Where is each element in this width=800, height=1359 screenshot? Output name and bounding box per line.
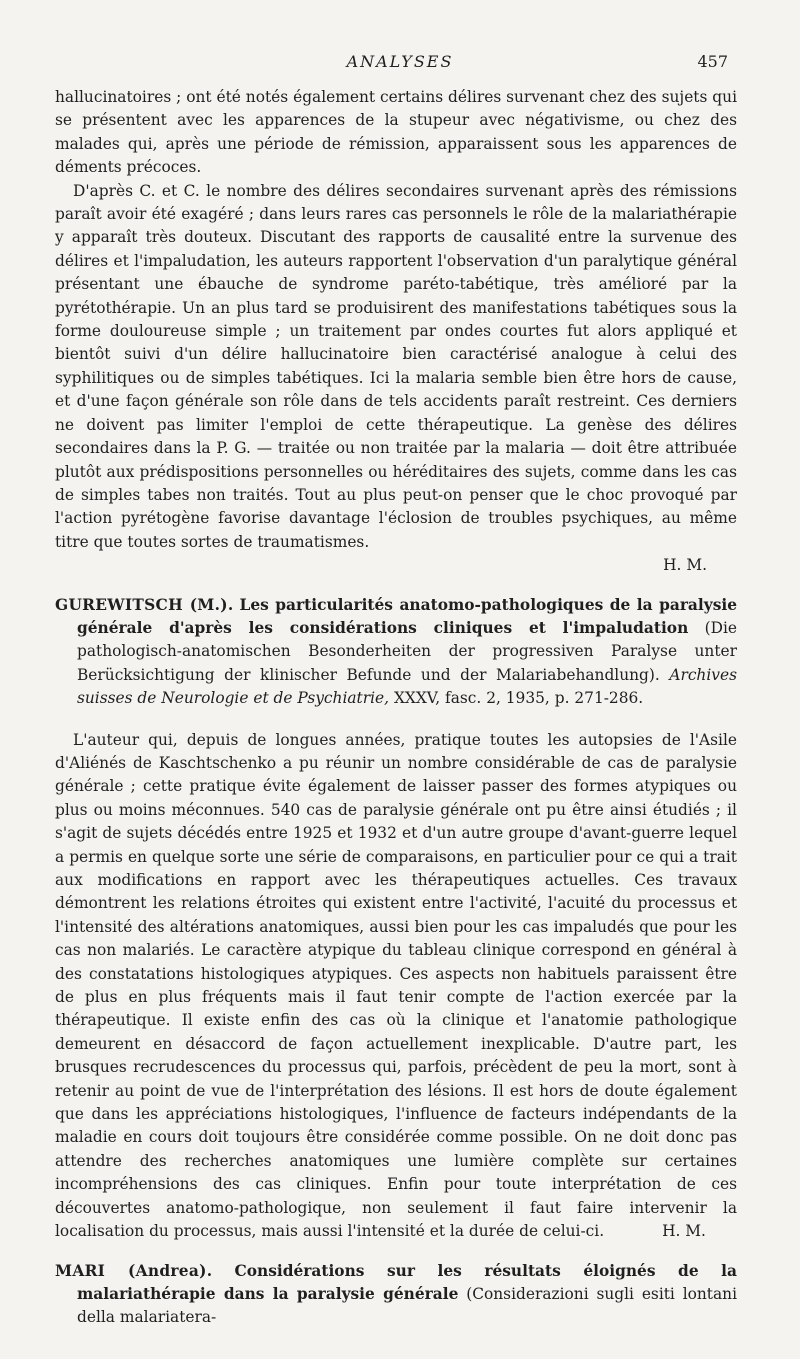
page-body (55, 86, 737, 1330)
running-title: ANALYSES (346, 52, 454, 71)
bibliographic-entry-gurewitsch (55, 594, 737, 711)
review-text: L'auteur qui, depuis de longues années, pratique toutes les autopsies de l'Asile d'Aliénés de Kaschtschenko a pu réunir un nombre considérable de cas de paralysie générale ; cette pratique évite également de laisser passer des formes atypiques ou plus ou moins méconnues. 540 cas de paralysie générale ont pu être ainsi étudiés ; il s'agit de sujets décédés entre 1925 et 1932 et d'un autre groupe d'avant-guerre lequel a permis en quelque sorte une série de comparaisons, en particulier pour ce qui a trait aux modifications en rapport avec les thérapeutiques actuelles. Ces travaux démontrent les relations étroites qui existent entre l'activité, l'acuité du processus et l'intensité des altérations anatomiques, aussi bien pour les cas impaludés que pour les cas non malariés. Le caractère atypique du tableau clinique correspond en général à des constatations histologiques atypiques. Ces aspects non habituels paraissent être de plus en plus fréquents mais il faut tenir compte de l'action exercée par la thérapeutique. Il existe enfin des cas où la clinique et l'anatomie pathologique demeurent en désaccord de façon actuellement inexplicable. D'autre part, les brusques recrudescences du processus qui, parfois, précèdent de peu la mort, sont à retenir au point de vue de l'interprétation des lésions. Il est hors de doute également que dans les appréciations histologiques, l'influence de facteurs indépendants de la maladie en cours doit toujours être considérée comme possible. On ne doit donc pas attendre des recherches anatomiques une lumière complète sur certaines incompréhensions des cas cliniques. Enfin pour toute interprétation de ces découvertes anatomo-pathologique, non seulement il faut faire intervenir la localisation du processus, mais aussi l'intensité et la durée de celui-ci. (55, 730, 737, 1241)
bibliographic-entry-mari (55, 1260, 737, 1330)
reviewer-initials-inline: H. M. (662, 1222, 706, 1241)
reviewer-initials: H. M. (663, 556, 707, 575)
page-number: 457 (697, 52, 728, 71)
paragraph-delires: D'après C. et C. le nombre des délires secondaires survenant après des rémissions paraît avoir été exagéré ; dans leurs rares cas personnels le rôle de la malariathérapie y apparaît très douteux. Discutant des rapports de causalité entre la survenue des délires et l'impaludation, les auteurs rapportent l'observation d'un paralytique général présentant une ébauche de syndrome paréto-tabétique, très amélioré par la pyrétothérapie. Un an plus tard se produisirent des manifestations tabétiques sous la forme douloureuse simple ; un traitement par ondes courtes fut alors appliqué et bientôt suivi d'un délire hallucinatoire bien caractérisé analogue à celui des syphilitiques ou de simples tabétiques. Ici la malaria semble bien être hors de cause, et d'une façon générale son rôle dans de tels accidents paraît restreint. Ces derniers ne doivent pas limiter l'emploi de cette thérapeutique. La genèse des délires secondaires dans la P. G. — traitée ou non traitée par la malaria — doit être attribuée plutôt aux prédispositions personnelles ou héréditaires des sujets, comme dans les cas de simples tabes non traités. Tout au plus peut-on penser que le choc provoqué par l'action pyrétogène favorise davantage l'éclosion de troubles psychiques, au même titre que toutes sortes de traumatismes. (55, 181, 737, 551)
entry-title: Considérations sur les résultats éloignés de la malariathérapie dans la paralysie générale (77, 1261, 737, 1303)
entry-original-title: (Die pathologisch-anatomischen Besonderheiten der progressiven Paralyse unter Berücksichtigung der klinischer Befunde und der Malariabehandlung). (77, 618, 737, 684)
entry-journal: Archives suisses de Neurologie et de Psychiatrie, (77, 665, 737, 708)
entry-citation: XXXV, fasc. 2, 1935, p. 271-286. (393, 689, 644, 708)
entry-title: Les particularités anatomo-pathologiques de la paralysie générale d'après les considérations cliniques et l'impaludation (77, 595, 737, 637)
entry-original-title: (Considerazioni sugli esiti lontani della malariatera- (77, 1284, 737, 1327)
paragraph-continued: hallucinatoires ; ont été notés également certains délires survenant chez des sujets qui se présentent avec les apparences de la stupeur avec négativisme, ou chez des malades qui, après une période de rémission, apparaissent sous les apparences de déments précoces. (55, 88, 737, 177)
entry-author: MARI (Andrea). (55, 1261, 213, 1280)
entry-author: GUREWITSCH (M.). (55, 595, 234, 614)
review-gurewitsch (55, 729, 737, 1244)
running-header (0, 52, 800, 74)
